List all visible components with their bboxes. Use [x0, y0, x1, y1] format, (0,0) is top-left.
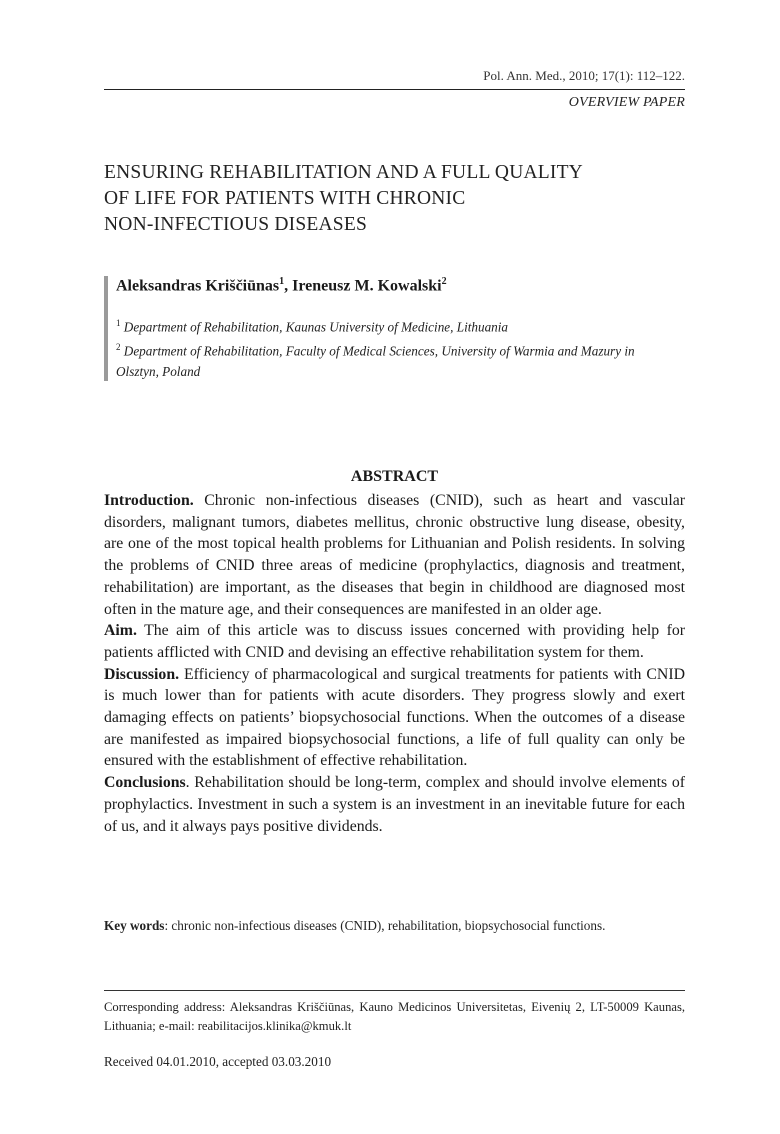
- paper-title: [104, 160, 664, 238]
- abstract-heading: ABSTRACT: [350, 468, 439, 485]
- abstract-body: [104, 490, 685, 837]
- keywords-text: : chronic non-infectious diseases (CNID), rehabilitation, biopsychosocial functions.: [164, 918, 606, 933]
- affiliation-number: 2: [116, 342, 121, 353]
- author-name: Aleksandras Kriščiūnas: [116, 277, 280, 295]
- section-label: Introduction.: [104, 492, 194, 509]
- abstract-aim: [104, 620, 685, 663]
- author-affiliation-mark: 1: [279, 276, 285, 287]
- affiliation-text: Department of Rehabilitation, Faculty of Medical Sciences, University of Warmia and Mazury in Olsztyn, Poland: [116, 343, 635, 379]
- section-label: Aim.: [104, 622, 137, 640]
- paper-type: OVERVIEW PAPER: [568, 95, 685, 110]
- section-text: Efficiency of pharmacological and surgical treatments for patients with CNID is much lower than for patients with acute disorders. They progress slowly and exert damaging effects on patients’ biopsychosocial functions. When the outcomes of a disease are manifested as impaired biopsychosocial functions, a life of full quality can only be ensured with the establishment of effective rehabilitation.: [104, 665, 685, 770]
- section-text: The aim of this article was to discuss issues concerned with providing help for patients afflicted with CNID and devising an effective rehabilitation system for them.: [104, 622, 686, 661]
- section-label: Discussion.: [104, 665, 180, 683]
- affiliation-text: Department of Rehabilitation, Kaunas University of Medicine, Lithuania: [123, 319, 509, 335]
- abstract-discussion: [104, 664, 685, 773]
- header-rule: [104, 89, 685, 90]
- abstract-conclusions: [104, 772, 685, 837]
- section-text: . Rehabilitation should be long-term, complex and should involve elements of prophylactics. Investment in such a system is an investment in an inevitable future for each of us, and it always pays positive dividends.: [104, 774, 685, 835]
- keywords-label: Key words: [104, 918, 165, 933]
- section-label: Conclusions: [104, 774, 186, 792]
- title-line: OF LIFE FOR PATIENTS WITH CHRONIC: [104, 188, 466, 209]
- author-affiliation-mark: 2: [441, 276, 447, 287]
- received-dates: Received 04.01.2010, accepted 03.03.2010: [104, 1054, 332, 1069]
- keywords: [104, 918, 685, 934]
- abstract-introduction: [104, 490, 685, 620]
- affiliation-list: [116, 313, 676, 382]
- author-name: Ireneusz M. Kowalski: [292, 277, 442, 295]
- affiliation-item: [116, 313, 676, 337]
- author-separator: ,: [284, 277, 293, 295]
- corresponding-address: Corresponding address: Aleksandras Kriščiūnas, Kauno Medicinos Universitetas, Eivenių 2, LT-50009 Kaunas, Lithuania; e-mail: reabilitacijos.klinika@kmuk.lt: [104, 1000, 685, 1033]
- affiliation-number: 1: [116, 318, 121, 328]
- footer-rule: [104, 990, 685, 991]
- author-list: [116, 276, 447, 295]
- author-accent-bar: [104, 276, 108, 381]
- title-line: ENSURING REHABILITATION AND A FULL QUALITY: [104, 162, 583, 183]
- journal-reference: Pol. Ann. Med., 2010; 17(1): 112–122.: [483, 68, 685, 83]
- title-line: NON-INFECTIOUS DISEASES: [104, 214, 367, 235]
- affiliation-item: [116, 337, 676, 381]
- section-text: Chronic non-infectious diseases (CNID), such as heart and vascular disorders, malignant tumors, diabetes mellitus, chronic obstructive lung disease, obesity, are one of the most topical health problems for Lithuanian and Polish residents. In solving the problems of CNID three areas of medicine (prophylactics, diagnosis and treatment, rehabilitation) are important, as the diseases that begin in childhood are diagnosed most often in the mature age, and their consequences are manifested in an older age.: [104, 492, 685, 618]
